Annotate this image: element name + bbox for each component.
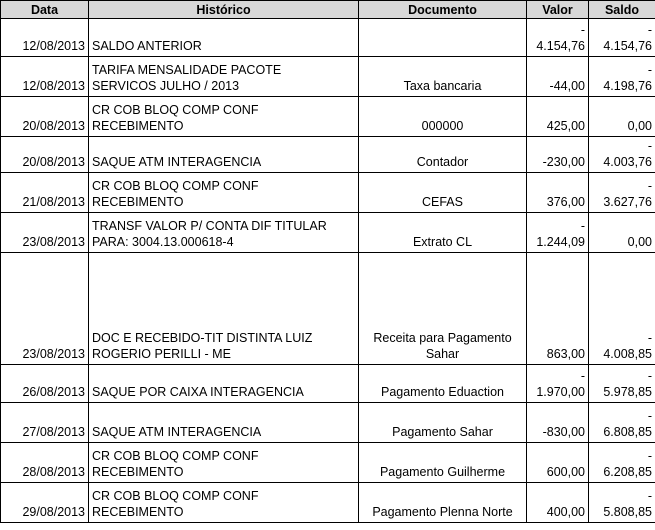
cell-documento-line	[362, 488, 523, 504]
cell-saldo	[589, 173, 655, 213]
cell-documento	[359, 137, 527, 173]
cell-valor-line: 425,00	[546, 119, 585, 133]
cell-valor	[527, 97, 589, 137]
table-row	[1, 443, 655, 483]
cell-saldo-line: 3.627,76	[603, 195, 652, 209]
cell-valor	[527, 365, 589, 403]
cell-saldo-line: 6.808,85	[603, 425, 652, 439]
cell-documento	[359, 483, 527, 523]
cell-saldo	[589, 97, 655, 137]
cell-documento	[359, 365, 527, 403]
cell-valor	[527, 19, 589, 57]
table-row	[1, 213, 655, 253]
cell-valor-line	[530, 178, 585, 194]
cell-saldo	[589, 483, 655, 523]
cell-saldo-line: -	[647, 369, 652, 383]
cell-historico	[89, 403, 359, 443]
cell-documento-line: Pagamento Eduaction	[380, 385, 504, 399]
cell-data	[1, 403, 89, 443]
cell-historico-line: ROGERIO PERILLI - ME	[92, 347, 231, 361]
cell-saldo-line: -	[647, 449, 652, 463]
cell-historico-line: SAQUE ATM INTERAGENCIA	[92, 425, 262, 439]
cell-valor-line	[530, 330, 585, 346]
cell-documento	[359, 213, 527, 253]
cell-data	[1, 173, 89, 213]
cell-saldo	[589, 57, 655, 97]
cell-saldo-line: 4.003,76	[603, 155, 652, 169]
cell-valor	[527, 173, 589, 213]
cell-saldo	[589, 403, 655, 443]
cell-data-line: 23/08/2013	[22, 235, 85, 249]
cell-documento-line	[362, 138, 523, 154]
cell-historico-line: SERVICOS JULHO / 2013	[92, 79, 240, 93]
cell-saldo-line: 4.198,76	[603, 79, 652, 93]
cell-documento-line: CEFAS	[422, 195, 463, 209]
cell-documento-line	[362, 62, 523, 78]
cell-historico-line: SALDO ANTERIOR	[92, 39, 202, 53]
cell-documento	[359, 97, 527, 137]
header-row	[1, 1, 655, 19]
cell-data-line: 28/08/2013	[22, 465, 85, 479]
table-row	[1, 365, 655, 403]
cell-documento-line: Taxa bancaria	[403, 79, 482, 93]
cell-documento-line	[362, 408, 523, 424]
table-row	[1, 173, 655, 213]
cell-documento-line	[362, 22, 523, 38]
cell-data-line: 20/08/2013	[22, 119, 85, 133]
cell-documento-line	[362, 448, 523, 464]
cell-valor-line: 4.154,76	[536, 39, 585, 53]
cell-data-line: 29/08/2013	[22, 505, 85, 519]
cell-historico	[89, 365, 359, 403]
table-row	[1, 403, 655, 443]
header-data: Data	[1, 1, 89, 19]
ledger-body	[1, 19, 655, 523]
cell-historico-line: RECEBIMENTO	[92, 505, 184, 519]
cell-historico-line: TRANSF VALOR P/ CONTA DIF TITULAR	[92, 219, 327, 233]
cell-documento	[359, 253, 527, 365]
cell-data	[1, 57, 89, 97]
cell-saldo	[589, 365, 655, 403]
cell-saldo-line: -	[647, 409, 652, 423]
cell-documento	[359, 443, 527, 483]
cell-historico	[89, 137, 359, 173]
cell-saldo-line	[592, 218, 652, 234]
cell-saldo	[589, 137, 655, 173]
cell-historico	[89, 97, 359, 137]
header-historico: Histórico	[89, 1, 359, 19]
cell-saldo-line: 4.154,76	[603, 39, 652, 53]
cell-saldo-line	[592, 102, 652, 118]
cell-saldo-line: 5.808,85	[603, 505, 652, 519]
table-row	[1, 483, 655, 523]
cell-historico-line: RECEBIMENTO	[92, 465, 184, 479]
table-row	[1, 137, 655, 173]
cell-data	[1, 213, 89, 253]
table-row	[1, 57, 655, 97]
cell-historico-line	[92, 22, 355, 38]
cell-data	[1, 443, 89, 483]
cell-documento-line	[362, 38, 523, 54]
cell-documento-line	[362, 102, 523, 118]
cell-historico	[89, 483, 359, 523]
cell-valor-line: 400,00	[546, 505, 585, 519]
cell-historico	[89, 19, 359, 57]
cell-documento-line	[362, 368, 523, 384]
cell-saldo	[589, 443, 655, 483]
cell-documento-line: Pagamento Sahar	[392, 425, 493, 439]
cell-historico-line: TARIFA MENSALIDADE PACOTE	[92, 63, 282, 77]
cell-saldo-line: -	[647, 331, 652, 345]
cell-documento-line: Extrato CL	[412, 235, 473, 249]
cell-historico-line	[92, 368, 355, 384]
cell-documento	[359, 173, 527, 213]
cell-documento-line: Pagamento Plenna Norte	[372, 505, 513, 519]
cell-saldo	[589, 19, 655, 57]
cell-valor	[527, 213, 589, 253]
cell-data-line: 27/08/2013	[22, 425, 85, 439]
cell-valor	[527, 253, 589, 365]
cell-saldo-line: -	[647, 139, 652, 153]
cell-valor-line	[530, 62, 585, 78]
cell-historico	[89, 213, 359, 253]
cell-valor-line: 376,00	[546, 195, 585, 209]
cell-valor-line	[530, 138, 585, 154]
table-row	[1, 97, 655, 137]
cell-data	[1, 137, 89, 173]
cell-data	[1, 253, 89, 365]
cell-data-line: 20/08/2013	[22, 155, 85, 169]
cell-valor-line: -230,00	[542, 155, 585, 169]
header-valor: Valor	[527, 1, 589, 19]
cell-documento-line: Receita para Pagamento	[373, 331, 512, 345]
cell-data-line: 26/08/2013	[22, 385, 85, 399]
cell-historico-line: CR COB BLOQ COMP CONF	[92, 103, 259, 117]
cell-historico	[89, 253, 359, 365]
cell-valor-line: -	[580, 369, 585, 383]
cell-valor-line	[530, 448, 585, 464]
cell-documento-line: Contador	[416, 155, 469, 169]
cell-saldo-line: 0,00	[627, 119, 652, 133]
cell-data-line: 12/08/2013	[22, 39, 85, 53]
cell-valor-line: -	[580, 219, 585, 233]
cell-valor-line: 1.244,09	[536, 235, 585, 249]
cell-valor	[527, 443, 589, 483]
cell-historico-line	[92, 138, 355, 154]
cell-historico-line: PARA: 3004.13.000618-4	[92, 235, 234, 249]
cell-documento-line: Pagamento Guilherme	[379, 465, 506, 479]
cell-historico-line: DOC E RECEBIDO-TIT DISTINTA LUIZ	[92, 331, 313, 345]
cell-data	[1, 365, 89, 403]
cell-historico-line: RECEBIMENTO	[92, 195, 184, 209]
cell-saldo-line: 0,00	[627, 235, 652, 249]
cell-documento-line	[362, 218, 523, 234]
cell-valor-line: 1.970,00	[536, 385, 585, 399]
cell-saldo-line: 4.008,85	[603, 347, 652, 361]
cell-valor-line	[530, 408, 585, 424]
cell-historico	[89, 173, 359, 213]
cell-valor-line	[530, 102, 585, 118]
cell-historico	[89, 57, 359, 97]
cell-valor-line	[530, 488, 585, 504]
cell-saldo-line: -	[647, 179, 652, 193]
cell-saldo	[589, 253, 655, 365]
cell-historico	[89, 443, 359, 483]
cell-documento	[359, 403, 527, 443]
cell-documento-line	[362, 178, 523, 194]
cell-valor-line: -	[580, 23, 585, 37]
cell-saldo-line: -	[647, 63, 652, 77]
table-row	[1, 253, 655, 365]
cell-saldo-line: 5.978,85	[603, 385, 652, 399]
cell-valor-line: 600,00	[546, 465, 585, 479]
cell-saldo-line: -	[647, 489, 652, 503]
header-saldo: Saldo	[589, 1, 655, 19]
cell-data-line: 23/08/2013	[22, 347, 85, 361]
cell-historico-line	[92, 408, 355, 424]
cell-saldo	[589, 213, 655, 253]
cell-valor	[527, 403, 589, 443]
cell-data	[1, 97, 89, 137]
cell-data-line: 12/08/2013	[22, 79, 85, 93]
cell-data-line: 21/08/2013	[22, 195, 85, 209]
cell-documento	[359, 57, 527, 97]
cell-historico-line: RECEBIMENTO	[92, 119, 184, 133]
cell-historico-line: SAQUE ATM INTERAGENCIA	[92, 155, 262, 169]
cell-data	[1, 483, 89, 523]
cell-saldo-line: -	[647, 23, 652, 37]
cell-valor-line: -830,00	[542, 425, 585, 439]
cell-saldo-line: 6.208,85	[603, 465, 652, 479]
cell-historico-line: SAQUE POR CAIXA INTERAGENCIA	[92, 385, 304, 399]
cell-valor	[527, 137, 589, 173]
cell-documento-line: Sahar	[425, 347, 460, 361]
header-documento: Documento	[359, 1, 527, 19]
cell-historico-line: CR COB BLOQ COMP CONF	[92, 179, 259, 193]
cell-valor-line: 863,00	[546, 347, 585, 361]
cell-valor-line: -44,00	[549, 79, 585, 93]
table-row	[1, 19, 655, 57]
cell-historico-line: CR COB BLOQ COMP CONF	[92, 489, 259, 503]
cell-documento	[359, 19, 527, 57]
cell-documento-line: 000000	[421, 119, 464, 133]
cell-historico-line: CR COB BLOQ COMP CONF	[92, 449, 259, 463]
cell-valor	[527, 483, 589, 523]
cell-valor	[527, 57, 589, 97]
cell-data	[1, 19, 89, 57]
